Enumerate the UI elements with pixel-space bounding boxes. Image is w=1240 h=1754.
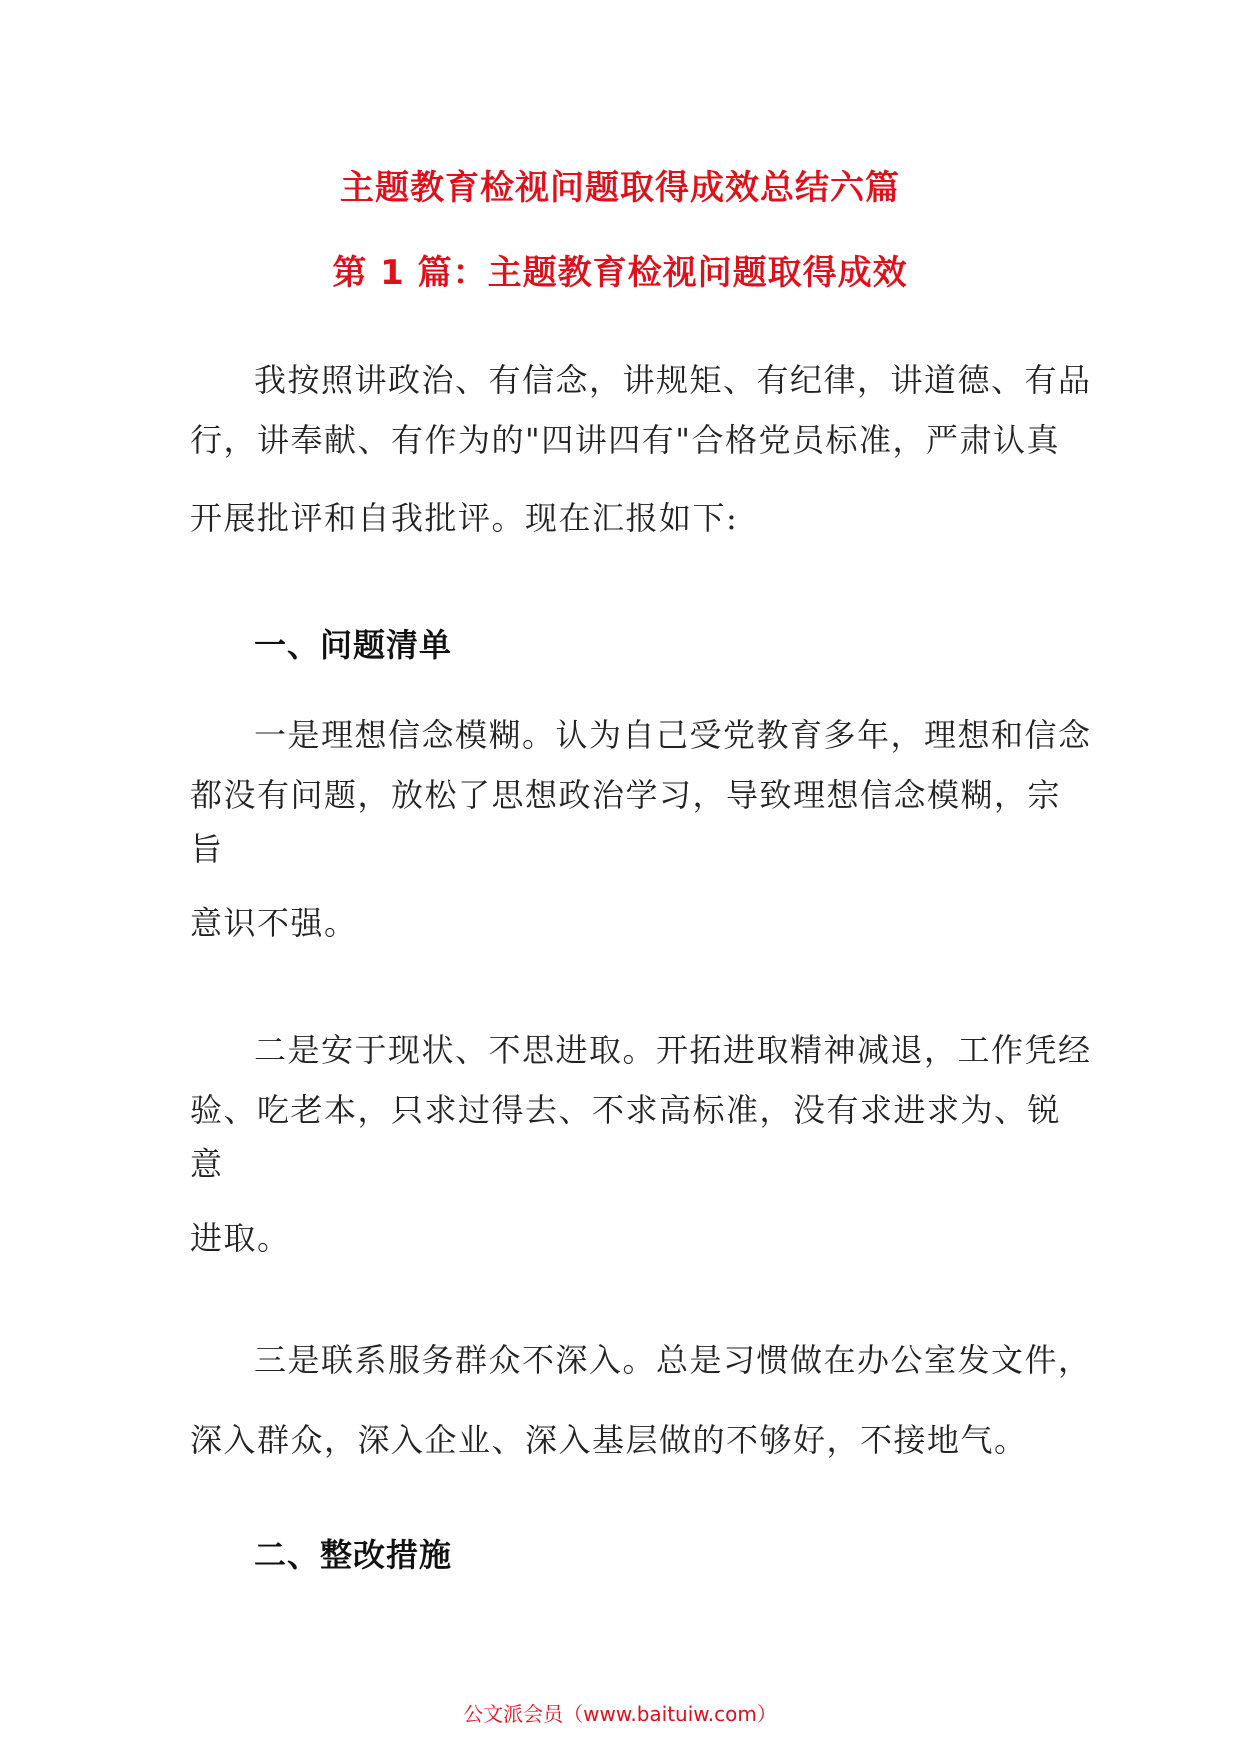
item-line: 意识不强。 (190, 904, 358, 942)
item-line: 一是理想信念模糊。认为自己受党教育多年，理想和信念 (254, 716, 1092, 754)
item-line: 进取。 (190, 1219, 291, 1257)
document-subtitle: 第 1 篇：主题教育检视问题取得成效 (332, 253, 908, 293)
item-line: 三是联系服务群众不深入。总是习惯做在办公室发文件， (254, 1341, 1092, 1379)
intro-line: 行，讲奉献、有作为的"四讲四有"合格党员标准，严肃认真 (190, 421, 1060, 459)
problem-item-3 (190, 1330, 1092, 1470)
item-line: 二是安于现状、不思进取。开拓进取精神减退，工作凭经 (254, 1031, 1092, 1069)
item-line: 深入群众，深入企业、深入基层做的不够好，不接地气。 (190, 1421, 1028, 1459)
item-line: 验、吃老本，只求过得去、不求高标准，没有求进求为、锐 (190, 1091, 1062, 1129)
item-line: 都没有问题，放松了思想政治学习，导致理想信念模糊，宗 (190, 776, 1062, 814)
intro-line: 开展批评和自我批评。现在汇报如下: (190, 499, 739, 537)
problem-item-1 (190, 705, 1092, 953)
footer-watermark: 公文派会员（www.baituiw.com） (463, 1702, 777, 1726)
section-heading-problems: 一、问题清单 (254, 626, 453, 664)
intro-line: 我按照讲政治、有信念，讲规矩、有纪律，讲道德、有品 (254, 361, 1092, 399)
section-heading-measures: 二、整改措施 (254, 1536, 453, 1574)
item-line: 意 (190, 1145, 224, 1183)
problem-item-2 (190, 1020, 1092, 1268)
document-title: 主题教育检视问题取得成效总结六篇 (340, 168, 900, 208)
item-line: 旨 (190, 830, 224, 868)
intro-paragraph (190, 350, 1092, 548)
